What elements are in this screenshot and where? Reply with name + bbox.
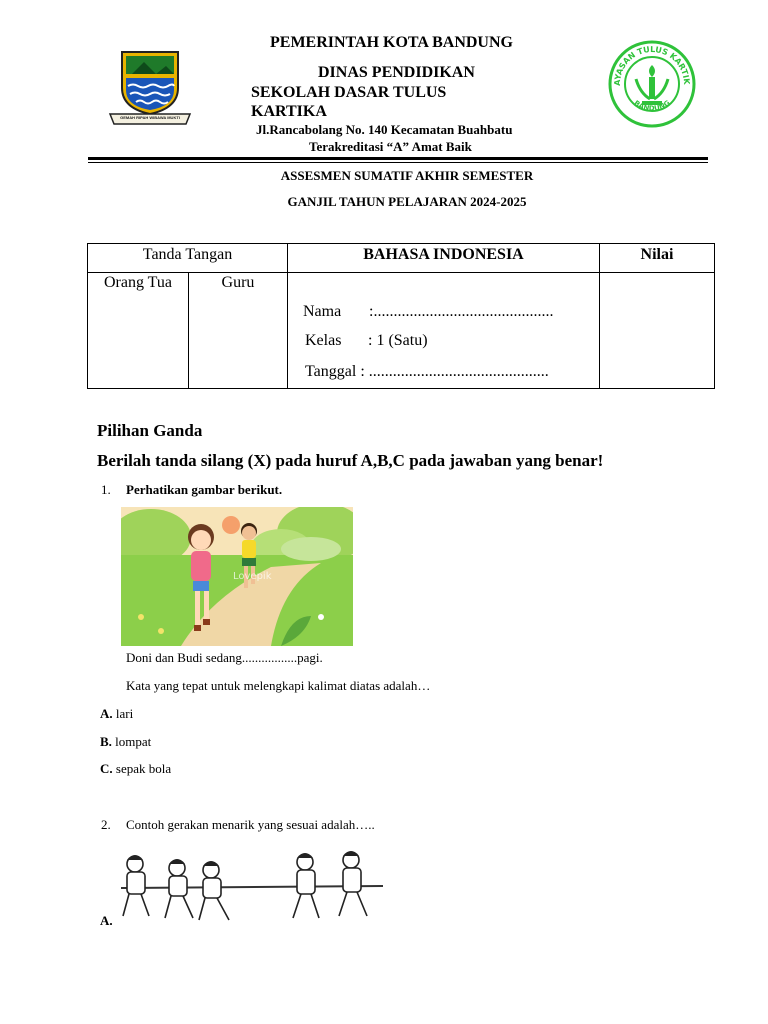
illustration-watermark: Lovepik — [233, 571, 272, 582]
name-field[interactable]: :............................................. — [369, 303, 554, 320]
option-letter: A. — [100, 913, 113, 928]
question-1-prompt: Perhatikan gambar berikut. — [126, 482, 283, 497]
class-value: : 1 (Satu) — [368, 332, 428, 349]
name-row[interactable] — [303, 303, 553, 321]
exam-year: GANJIL TAHUN PELAJARAN 2024-2025 — [287, 194, 527, 209]
header-rule-thin — [88, 162, 708, 163]
foundation-logo-name: AYASAN TULUS KARTIK — [612, 44, 692, 86]
parent-label: Orang Tua — [103, 274, 172, 291]
question-2-option-a[interactable] — [100, 913, 113, 929]
city-emblem-logo — [108, 48, 192, 126]
section-instruction: Berilah tanda silang (X) pada huruf A,B,C pada jawaban yang benar! — [97, 451, 604, 470]
question-1-sentence: Doni dan Budi sedang.................pagi. — [126, 650, 323, 665]
question-2-prompt: Contoh gerakan menarik yang sesuai adalah….. — [126, 817, 375, 832]
student-info-cell — [288, 273, 600, 389]
option-text: lompat — [115, 734, 152, 749]
foundation-logo-city: BANDUNG — [632, 98, 672, 113]
score-header: Nilai — [600, 244, 715, 273]
date-field[interactable]: : ............................................. — [360, 363, 549, 380]
section-title: Pilihan Ganda — [97, 421, 203, 440]
question-1-option-b[interactable] — [100, 734, 151, 750]
question-1-number: 1. — [101, 482, 111, 497]
parent-signature-cell[interactable] — [88, 273, 189, 389]
date-label: Tanggal — [305, 363, 357, 380]
children-running-illustration — [121, 507, 353, 646]
subject-header: BAHASA INDONESIA — [288, 244, 600, 273]
score-cell[interactable] — [600, 273, 715, 389]
identity-table — [87, 243, 715, 389]
option-letter: C. — [100, 761, 113, 776]
government-title: PEMERINTAH KOTA BANDUNG — [270, 34, 513, 51]
teacher-label: Guru — [221, 274, 255, 291]
signature-header: Tanda Tangan — [88, 244, 288, 273]
question-1-option-a[interactable] — [100, 706, 133, 722]
date-row[interactable] — [305, 363, 549, 381]
school-name: SEKOLAH DASAR TULUS KARTIKA — [251, 84, 447, 120]
option-text: sepak bola — [115, 761, 172, 776]
question-1-text: Kata yang tepat untuk melengkapi kalimat diatas adalah… — [126, 678, 431, 693]
teacher-signature-cell[interactable] — [189, 273, 288, 389]
school-address: Jl.Rancabolang No. 140 Kecamatan Buahbatu — [256, 122, 513, 137]
class-label: Kelas — [305, 332, 342, 349]
exam-title: ASSESMEN SUMATIF AKHIR SEMESTER — [280, 168, 534, 183]
foundation-logo — [606, 39, 698, 129]
option-text: lari — [115, 706, 134, 721]
city-emblem-motto: GEMAH RIPAH WIBAWA MUKTI — [120, 115, 180, 120]
option-letter: A. — [100, 706, 113, 721]
class-row — [305, 332, 428, 350]
question-2-number: 2. — [101, 817, 111, 832]
tug-of-war-illustration — [121, 850, 383, 926]
option-letter: B. — [100, 734, 112, 749]
header-rule-thick — [88, 157, 708, 160]
question-1-option-c[interactable] — [100, 761, 171, 777]
school-accreditation: Terakreditasi “A” Amat Baik — [309, 139, 472, 154]
name-label: Nama — [303, 303, 342, 320]
department-title: DINAS PENDIDIKAN — [318, 64, 475, 81]
svg-text:BANDUNG — [632, 99, 671, 113]
